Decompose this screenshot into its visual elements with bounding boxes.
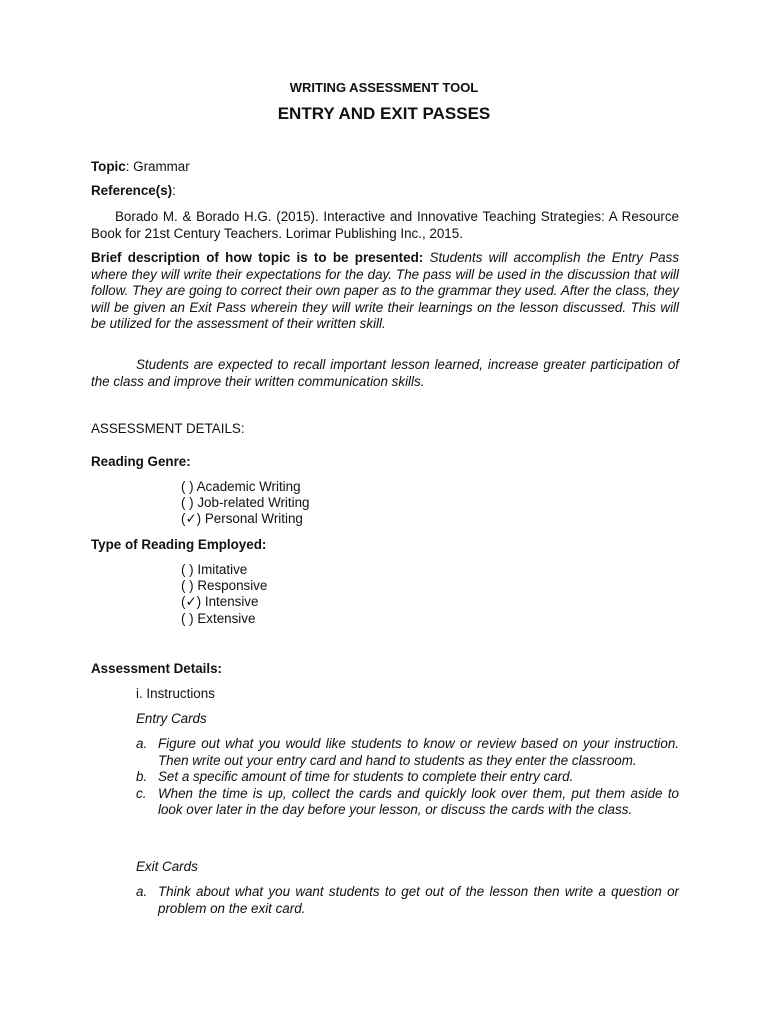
list-marker: b.	[136, 769, 148, 784]
reference-citation: Borado M. & Borado H.G. (2015). Interactive and Innovative Teaching Strategies: A Resource Book for 21st Century Teachers. Lorimar Publishing Inc., 2015.	[91, 209, 679, 241]
genre-option-checked: (✓) Personal Writing	[181, 511, 303, 527]
reading-type-label: Type of Reading Employed:	[91, 537, 267, 552]
type-option-checked: (✓) Intensive	[181, 594, 259, 610]
list-item-text: Think about what you want students to get out of the lesson then write a question or problem on the exit card.	[158, 884, 679, 916]
entry-cards-label: Entry Cards	[136, 711, 207, 726]
brief-text: Students will accomplish the Entry Pass where they will write their expectations for the day. The pass will be used in the discussion that will follow. They are going to correct their own paper as to the grammar they used. After the class, they will be given an Exit Pass wherein they will write their learnings on the lesson discussed. This will be utilized for the assessment of their written skill.	[91, 250, 680, 331]
reading-genre-options	[181, 479, 310, 528]
list-item-text: When the time is up, collect the cards and quickly look over them, put them aside to look over later in the day before your lesson, or discuss the cards with the class.	[158, 785, 679, 817]
expectation-paragraph: Students are expected to recall important lesson learned, increase greater participation of the class and improve their written communication skills.	[91, 357, 679, 389]
list-item	[136, 736, 679, 769]
brief-description	[91, 250, 679, 333]
reading-type-options	[181, 562, 267, 627]
list-marker: a.	[136, 884, 148, 899]
list-item-text: Set a specific amount of time for students to complete their entry card.	[158, 769, 574, 784]
reading-genre-label: Reading Genre:	[91, 454, 191, 469]
genre-option: ( ) Academic Writing	[181, 479, 301, 494]
topic-line	[91, 159, 679, 176]
type-option: ( ) Imitative	[181, 562, 248, 577]
entry-cards-list	[136, 736, 679, 819]
topic-value: : Grammar	[125, 159, 190, 174]
references-colon: :	[172, 183, 176, 198]
document-supertitle: WRITING ASSESSMENT TOOL	[289, 80, 479, 95]
references-heading	[91, 183, 679, 200]
exit-cards-list	[136, 884, 679, 917]
genre-option: ( ) Job-related Writing	[181, 495, 310, 511]
topic-label: Topic	[91, 159, 126, 174]
assessment-details-heading: ASSESSMENT DETAILS:	[91, 421, 245, 436]
type-option: ( ) Extensive	[181, 610, 256, 626]
list-item-text: Figure out what you would like students to know or review based on your instruction. Then write out your entry card and hand to students as they enter the classroom.	[158, 736, 679, 768]
list-item	[136, 769, 679, 786]
list-marker: a.	[136, 736, 148, 751]
list-item	[136, 786, 679, 819]
list-marker: c.	[136, 785, 147, 801]
references-label: Reference(s)	[91, 183, 173, 198]
list-item	[136, 884, 679, 917]
type-option: ( ) Responsive	[181, 578, 268, 594]
exit-cards-label: Exit Cards	[136, 859, 198, 874]
assessment-details-label: Assessment Details:	[91, 661, 222, 676]
document-title: ENTRY AND EXIT PASSES	[277, 104, 491, 123]
instructions-heading: i. Instructions	[136, 686, 215, 701]
brief-label: Brief description of how topic is to be presented:	[91, 250, 424, 265]
